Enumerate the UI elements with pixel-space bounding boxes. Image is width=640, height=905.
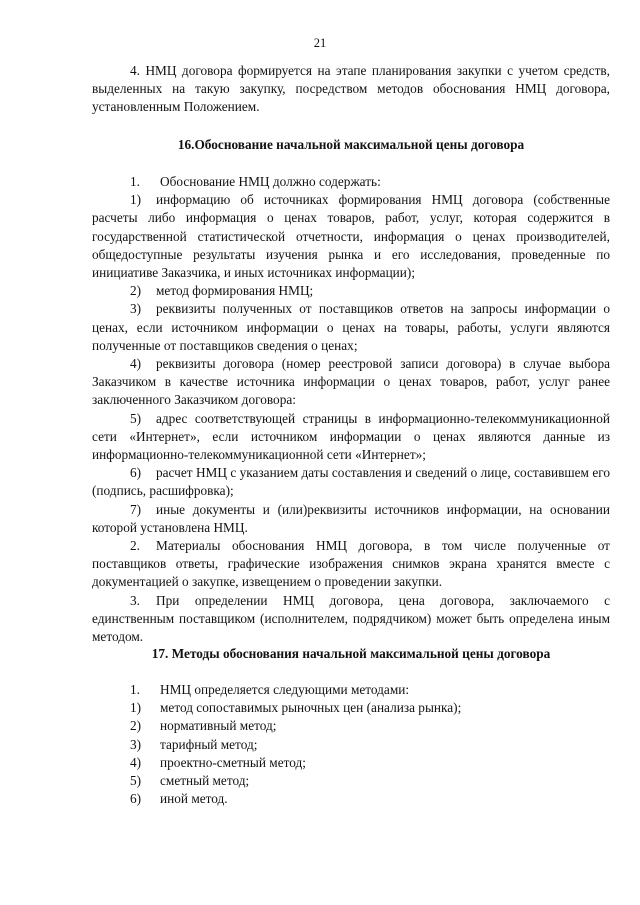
section-16-subitem-4 [92,355,610,410]
section-16-subitem-2 [92,282,610,300]
item-number: 5) [130,410,142,426]
intro-paragraph: 4. НМЦ договора формируется на этапе планирования закупки с учетом средств, выделенных на такую закупку, посредством методов обоснования НМЦ договора, установленным Положением. [92,63,610,115]
item-number: 3) [130,301,142,317]
item-text: иные документы и (или)реквизиты источников информации, на основании которой установлена НМЦ. [92,501,610,535]
item-number: 1) [130,192,142,208]
item-text: метод формирования НМЦ; [156,283,314,299]
item-text: При определении НМЦ договора, цена договора, заключаемого с единственным поставщиком (исполнителем, подрядчиком) может быть определена иным методом. [92,592,610,645]
item-text: Материалы обоснования НМЦ договора, в том числе полученные от поставщиков ответы, графические изображения снимков экрана хранятся вместе с документацией о закупке, извещением о проведении закупки. [92,538,610,590]
item-number: 3. [130,592,140,608]
section-16-item-3 [92,592,610,647]
section-16-subitem-5 [92,410,610,465]
section-17 [92,645,610,663]
item-number: 5) [130,773,142,789]
item-number: 1) [130,700,142,716]
section-17-item-1 [92,681,610,699]
item-text: иной метод. [160,791,228,807]
item-number: 4) [130,356,142,372]
section-16-body [92,173,610,646]
item-number: 7) [130,501,142,517]
item-text: нормативный метод; [160,718,277,734]
item-number: 2) [130,283,142,299]
section-16-item-1 [92,173,610,191]
section-16 [92,136,610,154]
section-16-subitem-1 [92,191,610,282]
item-number: 2) [130,718,142,734]
item-number: 1. [130,174,140,189]
section-16-title: 16.Обоснование начальной максимальной цены договора [177,137,525,152]
section-16-subitem-6 [92,464,610,500]
method-item-2 [92,717,610,735]
item-text: информацию об источниках формирования НМЦ договора (собственные расчеты либо информация о ценах товаров, работ, услуг, которая содержится в государственной статистической отчетности, информация о ценах производителей, общедоступные результаты изучения рынка и его исследования, проведенные по инициативе Заказчика, и иных источниках информации); [92,192,610,281]
section-16-subitem-3 [92,300,610,355]
item-text: реквизиты договора (номер реестровой записи договора) в случае выбора Заказчиком в качестве источника информации о ценах товаров, работ, услуг ранее заключенного Заказчиком договора: [92,356,610,408]
item-text: адрес соответствующей страницы в информационно-телекоммуникационной сети «Интернет», если источником информации о ценах являются данные из информационно-телекоммуникационной сети «Интернет»; [92,410,610,463]
item-number: 6) [130,465,142,481]
method-item-3 [92,736,610,754]
item-text: НМЦ определяется следующими методами: [160,682,410,697]
section-17-body [92,681,610,808]
section-16-subitem-7 [92,501,610,537]
item-text: метод сопоставимых рыночных цен (анализа рынка); [160,700,462,716]
document-body [92,62,610,117]
item-number: 1. [130,682,140,697]
item-text: Обоснование НМЦ должно содержать: [160,174,381,189]
item-number: 4) [130,754,142,770]
section-16-item-2 [92,537,610,592]
item-text: тарифный метод; [160,736,258,752]
item-text: сметный метод; [160,773,250,789]
method-item-5 [92,772,610,790]
item-text: проектно-сметный метод; [160,754,306,770]
method-item-4 [92,754,610,772]
item-text: реквизиты полученных от поставщиков ответов на запросы информации о ценах, если источником информации о ценах на товары, работы, услуги являются полученные от поставщиков сведения о ценах; [92,301,610,353]
method-item-1 [92,699,610,717]
item-text: расчет НМЦ с указанием даты составления и сведений о лице, составившем его (подпись, расшифровка); [92,465,610,499]
item-number: 3) [130,736,142,752]
method-item-6 [92,790,610,808]
page-number: 21 [313,36,327,50]
section-17-title: 17. Методы обоснования начальной максимальной цены договора [151,646,551,661]
item-number: 2. [130,538,140,554]
item-number: 6) [130,791,142,807]
